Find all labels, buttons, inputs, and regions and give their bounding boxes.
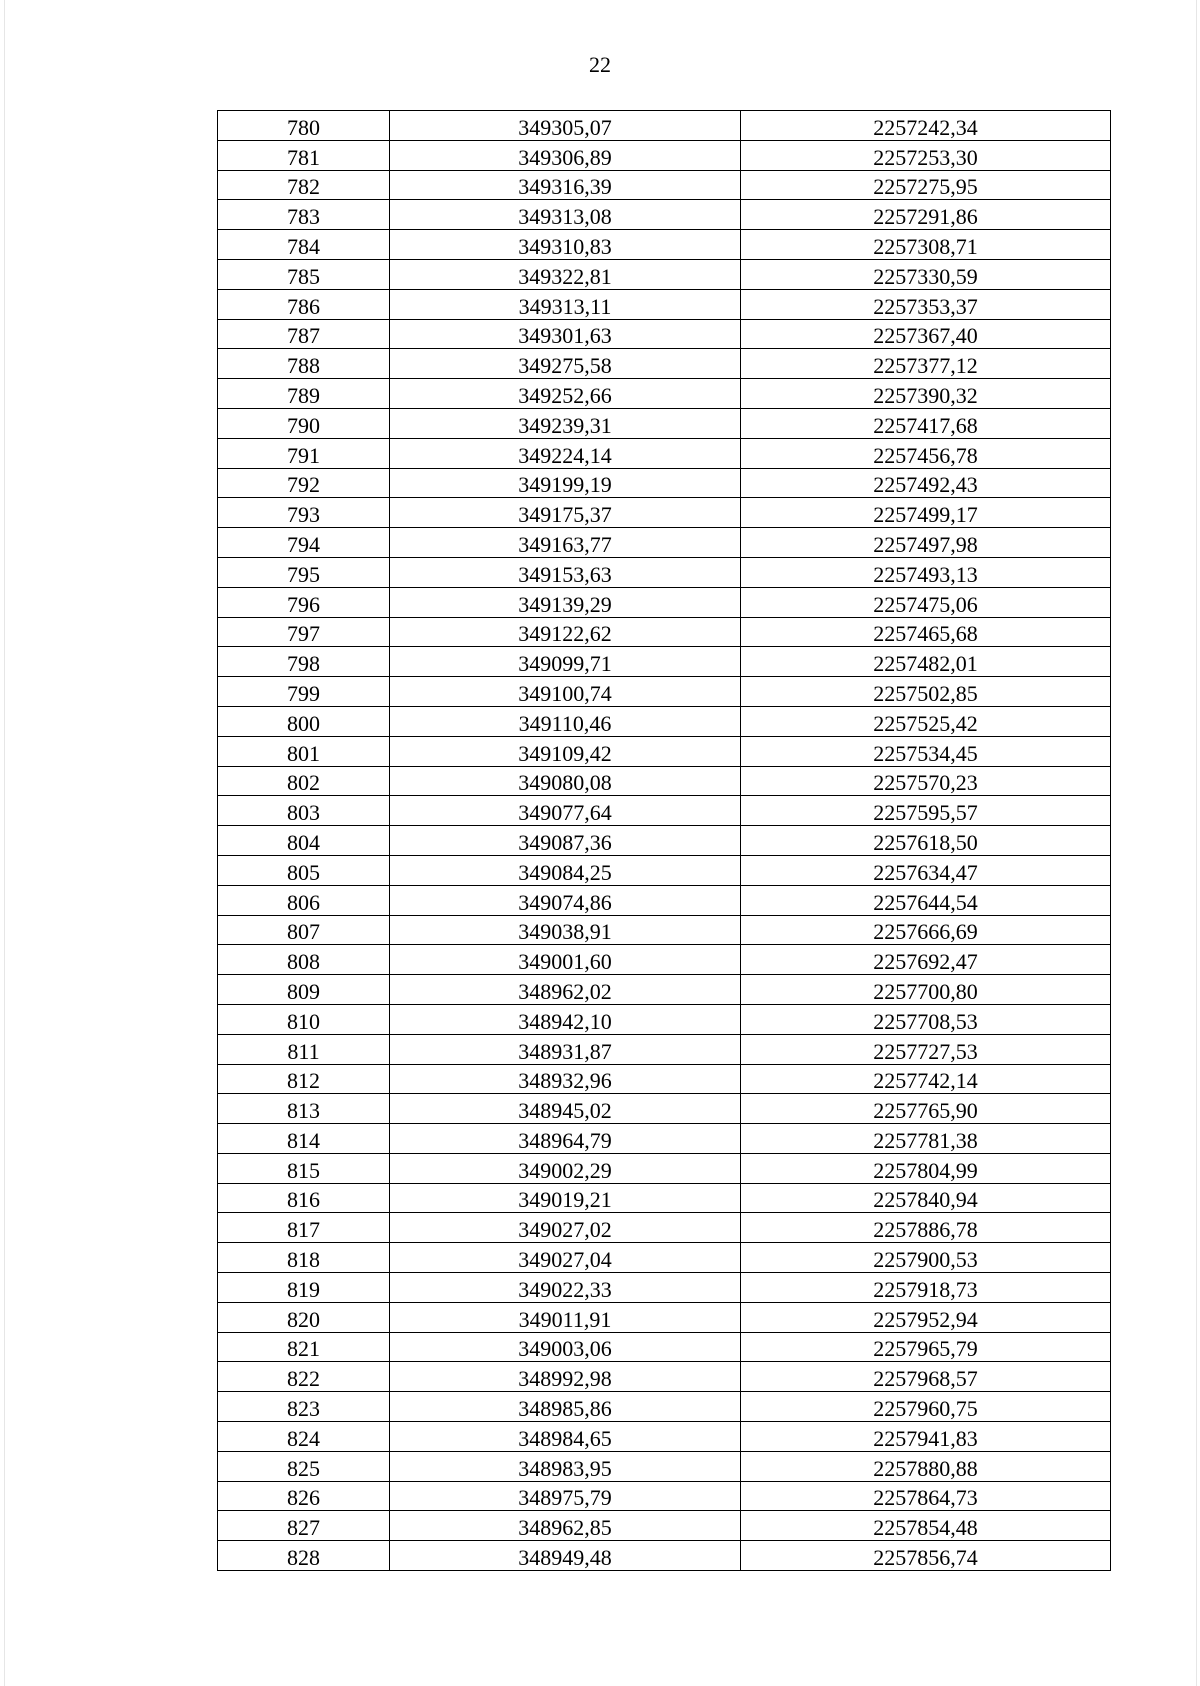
x-coordinate-cell: 349080,08 <box>390 766 741 796</box>
x-coordinate-cell: 349001,60 <box>390 945 741 975</box>
x-coordinate-cell: 349099,71 <box>390 647 741 677</box>
point-number-cell: 799 <box>218 677 390 707</box>
y-coordinate-cell: 2257253,30 <box>741 140 1111 170</box>
table-row <box>218 349 1111 379</box>
y-coordinate-cell: 2257900,53 <box>741 1243 1111 1273</box>
point-number-cell: 818 <box>218 1243 390 1273</box>
x-coordinate-cell: 349011,91 <box>390 1302 741 1332</box>
y-coordinate-cell: 2257475,06 <box>741 587 1111 617</box>
table-row <box>218 1451 1111 1481</box>
point-number-cell: 824 <box>218 1422 390 1452</box>
point-number-cell: 825 <box>218 1451 390 1481</box>
x-coordinate-cell: 348962,85 <box>390 1511 741 1541</box>
y-coordinate-cell: 2257618,50 <box>741 826 1111 856</box>
x-coordinate-cell: 349316,39 <box>390 170 741 200</box>
x-coordinate-cell: 349199,19 <box>390 468 741 498</box>
y-coordinate-cell: 2257804,99 <box>741 1153 1111 1183</box>
point-number-cell: 792 <box>218 468 390 498</box>
x-coordinate-cell: 349077,64 <box>390 796 741 826</box>
table-row <box>218 915 1111 945</box>
table-row <box>218 528 1111 558</box>
x-coordinate-cell: 349313,11 <box>390 289 741 319</box>
x-coordinate-cell: 348964,79 <box>390 1124 741 1154</box>
y-coordinate-cell: 2257377,12 <box>741 349 1111 379</box>
y-coordinate-cell: 2257918,73 <box>741 1273 1111 1303</box>
table-row <box>218 1034 1111 1064</box>
table-row <box>218 826 1111 856</box>
scan-edge-left <box>4 0 5 1686</box>
y-coordinate-cell: 2257417,68 <box>741 408 1111 438</box>
table-row <box>218 289 1111 319</box>
y-coordinate-cell: 2257492,43 <box>741 468 1111 498</box>
x-coordinate-cell: 349003,06 <box>390 1332 741 1362</box>
table-row <box>218 319 1111 349</box>
table-row <box>218 587 1111 617</box>
y-coordinate-cell: 2257742,14 <box>741 1064 1111 1094</box>
table-row <box>218 1392 1111 1422</box>
y-coordinate-cell: 2257525,42 <box>741 706 1111 736</box>
y-coordinate-cell: 2257242,34 <box>741 111 1111 141</box>
point-number-cell: 822 <box>218 1362 390 1392</box>
point-number-cell: 804 <box>218 826 390 856</box>
y-coordinate-cell: 2257330,59 <box>741 259 1111 289</box>
y-coordinate-cell: 2257465,68 <box>741 617 1111 647</box>
y-coordinate-cell: 2257781,38 <box>741 1124 1111 1154</box>
table-row <box>218 408 1111 438</box>
coordinates-table-body <box>218 111 1111 1571</box>
table-row <box>218 1213 1111 1243</box>
y-coordinate-cell: 2257854,48 <box>741 1511 1111 1541</box>
table-row <box>218 1243 1111 1273</box>
table-row <box>218 975 1111 1005</box>
point-number-cell: 805 <box>218 855 390 885</box>
point-number-cell: 789 <box>218 379 390 409</box>
y-coordinate-cell: 2257497,98 <box>741 528 1111 558</box>
x-coordinate-cell: 348985,86 <box>390 1392 741 1422</box>
table-row <box>218 945 1111 975</box>
point-number-cell: 809 <box>218 975 390 1005</box>
x-coordinate-cell: 349175,37 <box>390 498 741 528</box>
y-coordinate-cell: 2257856,74 <box>741 1541 1111 1571</box>
point-number-cell: 786 <box>218 289 390 319</box>
table-row <box>218 1362 1111 1392</box>
point-number-cell: 807 <box>218 915 390 945</box>
table-row <box>218 1064 1111 1094</box>
point-number-cell: 820 <box>218 1302 390 1332</box>
x-coordinate-cell: 349109,42 <box>390 736 741 766</box>
x-coordinate-cell: 348931,87 <box>390 1034 741 1064</box>
table-row <box>218 557 1111 587</box>
point-number-cell: 785 <box>218 259 390 289</box>
table-row <box>218 885 1111 915</box>
y-coordinate-cell: 2257968,57 <box>741 1362 1111 1392</box>
x-coordinate-cell: 349139,29 <box>390 587 741 617</box>
y-coordinate-cell: 2257840,94 <box>741 1183 1111 1213</box>
table-row <box>218 1302 1111 1332</box>
y-coordinate-cell: 2257765,90 <box>741 1094 1111 1124</box>
point-number-cell: 811 <box>218 1034 390 1064</box>
table-row <box>218 736 1111 766</box>
x-coordinate-cell: 349322,81 <box>390 259 741 289</box>
x-coordinate-cell: 349087,36 <box>390 826 741 856</box>
y-coordinate-cell: 2257708,53 <box>741 1004 1111 1034</box>
point-number-cell: 810 <box>218 1004 390 1034</box>
x-coordinate-cell: 349122,62 <box>390 617 741 647</box>
y-coordinate-cell: 2257502,85 <box>741 677 1111 707</box>
x-coordinate-cell: 348992,98 <box>390 1362 741 1392</box>
table-row <box>218 855 1111 885</box>
point-number-cell: 802 <box>218 766 390 796</box>
x-coordinate-cell: 349310,83 <box>390 230 741 260</box>
table-row <box>218 259 1111 289</box>
x-coordinate-cell: 349110,46 <box>390 706 741 736</box>
x-coordinate-cell: 348962,02 <box>390 975 741 1005</box>
y-coordinate-cell: 2257965,79 <box>741 1332 1111 1362</box>
x-coordinate-cell: 349275,58 <box>390 349 741 379</box>
x-coordinate-cell: 348983,95 <box>390 1451 741 1481</box>
table-row <box>218 438 1111 468</box>
point-number-cell: 782 <box>218 170 390 200</box>
point-number-cell: 795 <box>218 557 390 587</box>
table-row <box>218 170 1111 200</box>
x-coordinate-cell: 349027,04 <box>390 1243 741 1273</box>
table-row <box>218 647 1111 677</box>
table-row <box>218 1124 1111 1154</box>
x-coordinate-cell: 349100,74 <box>390 677 741 707</box>
y-coordinate-cell: 2257499,17 <box>741 498 1111 528</box>
point-number-cell: 798 <box>218 647 390 677</box>
table-row <box>218 1422 1111 1452</box>
x-coordinate-cell: 349027,02 <box>390 1213 741 1243</box>
point-number-cell: 783 <box>218 200 390 230</box>
x-coordinate-cell: 349306,89 <box>390 140 741 170</box>
point-number-cell: 800 <box>218 706 390 736</box>
table-row <box>218 766 1111 796</box>
y-coordinate-cell: 2257666,69 <box>741 915 1111 945</box>
x-coordinate-cell: 349252,66 <box>390 379 741 409</box>
table-row <box>218 1183 1111 1213</box>
table-row <box>218 1511 1111 1541</box>
point-number-cell: 790 <box>218 408 390 438</box>
table-row <box>218 796 1111 826</box>
point-number-cell: 787 <box>218 319 390 349</box>
point-number-cell: 827 <box>218 1511 390 1541</box>
point-number-cell: 801 <box>218 736 390 766</box>
y-coordinate-cell: 2257886,78 <box>741 1213 1111 1243</box>
x-coordinate-cell: 349224,14 <box>390 438 741 468</box>
y-coordinate-cell: 2257308,71 <box>741 230 1111 260</box>
table-row <box>218 379 1111 409</box>
table-row <box>218 1481 1111 1511</box>
y-coordinate-cell: 2257353,37 <box>741 289 1111 319</box>
x-coordinate-cell: 349163,77 <box>390 528 741 558</box>
x-coordinate-cell: 348949,48 <box>390 1541 741 1571</box>
table-row <box>218 230 1111 260</box>
point-number-cell: 791 <box>218 438 390 468</box>
table-row <box>218 498 1111 528</box>
y-coordinate-cell: 2257534,45 <box>741 736 1111 766</box>
table-row <box>218 1332 1111 1362</box>
x-coordinate-cell: 349313,08 <box>390 200 741 230</box>
point-number-cell: 815 <box>218 1153 390 1183</box>
y-coordinate-cell: 2257700,80 <box>741 975 1111 1005</box>
table-row <box>218 111 1111 141</box>
y-coordinate-cell: 2257367,40 <box>741 319 1111 349</box>
x-coordinate-cell: 349084,25 <box>390 855 741 885</box>
point-number-cell: 816 <box>218 1183 390 1213</box>
y-coordinate-cell: 2257880,88 <box>741 1451 1111 1481</box>
point-number-cell: 780 <box>218 111 390 141</box>
x-coordinate-cell: 348984,65 <box>390 1422 741 1452</box>
x-coordinate-cell: 349019,21 <box>390 1183 741 1213</box>
y-coordinate-cell: 2257727,53 <box>741 1034 1111 1064</box>
table-row <box>218 140 1111 170</box>
x-coordinate-cell: 349153,63 <box>390 557 741 587</box>
point-number-cell: 793 <box>218 498 390 528</box>
table-row <box>218 1094 1111 1124</box>
point-number-cell: 814 <box>218 1124 390 1154</box>
point-number-cell: 817 <box>218 1213 390 1243</box>
coordinates-table <box>217 110 1111 1571</box>
table-row <box>218 468 1111 498</box>
point-number-cell: 806 <box>218 885 390 915</box>
table-row <box>218 1273 1111 1303</box>
point-number-cell: 808 <box>218 945 390 975</box>
x-coordinate-cell: 349002,29 <box>390 1153 741 1183</box>
y-coordinate-cell: 2257941,83 <box>741 1422 1111 1452</box>
point-number-cell: 821 <box>218 1332 390 1362</box>
point-number-cell: 794 <box>218 528 390 558</box>
y-coordinate-cell: 2257482,01 <box>741 647 1111 677</box>
y-coordinate-cell: 2257634,47 <box>741 855 1111 885</box>
scan-edge-right <box>1196 0 1197 1686</box>
y-coordinate-cell: 2257595,57 <box>741 796 1111 826</box>
point-number-cell: 813 <box>218 1094 390 1124</box>
y-coordinate-cell: 2257570,23 <box>741 766 1111 796</box>
point-number-cell: 812 <box>218 1064 390 1094</box>
y-coordinate-cell: 2257864,73 <box>741 1481 1111 1511</box>
x-coordinate-cell: 349038,91 <box>390 915 741 945</box>
y-coordinate-cell: 2257493,13 <box>741 557 1111 587</box>
x-coordinate-cell: 349301,63 <box>390 319 741 349</box>
y-coordinate-cell: 2257644,54 <box>741 885 1111 915</box>
x-coordinate-cell: 349239,31 <box>390 408 741 438</box>
table-row <box>218 1153 1111 1183</box>
point-number-cell: 826 <box>218 1481 390 1511</box>
point-number-cell: 784 <box>218 230 390 260</box>
y-coordinate-cell: 2257456,78 <box>741 438 1111 468</box>
y-coordinate-cell: 2257291,86 <box>741 200 1111 230</box>
y-coordinate-cell: 2257960,75 <box>741 1392 1111 1422</box>
table-row <box>218 1004 1111 1034</box>
y-coordinate-cell: 2257692,47 <box>741 945 1111 975</box>
x-coordinate-cell: 349305,07 <box>390 111 741 141</box>
point-number-cell: 788 <box>218 349 390 379</box>
y-coordinate-cell: 2257275,95 <box>741 170 1111 200</box>
x-coordinate-cell: 349022,33 <box>390 1273 741 1303</box>
point-number-cell: 828 <box>218 1541 390 1571</box>
point-number-cell: 797 <box>218 617 390 647</box>
y-coordinate-cell: 2257390,32 <box>741 379 1111 409</box>
point-number-cell: 823 <box>218 1392 390 1422</box>
table-row <box>218 1541 1111 1571</box>
x-coordinate-cell: 348942,10 <box>390 1004 741 1034</box>
x-coordinate-cell: 349074,86 <box>390 885 741 915</box>
y-coordinate-cell: 2257952,94 <box>741 1302 1111 1332</box>
table-row <box>218 677 1111 707</box>
x-coordinate-cell: 348975,79 <box>390 1481 741 1511</box>
point-number-cell: 819 <box>218 1273 390 1303</box>
page-number: 22 <box>589 52 611 77</box>
table-row <box>218 706 1111 736</box>
point-number-cell: 796 <box>218 587 390 617</box>
table-row <box>218 200 1111 230</box>
table-row <box>218 617 1111 647</box>
point-number-cell: 781 <box>218 140 390 170</box>
x-coordinate-cell: 348932,96 <box>390 1064 741 1094</box>
point-number-cell: 803 <box>218 796 390 826</box>
x-coordinate-cell: 348945,02 <box>390 1094 741 1124</box>
